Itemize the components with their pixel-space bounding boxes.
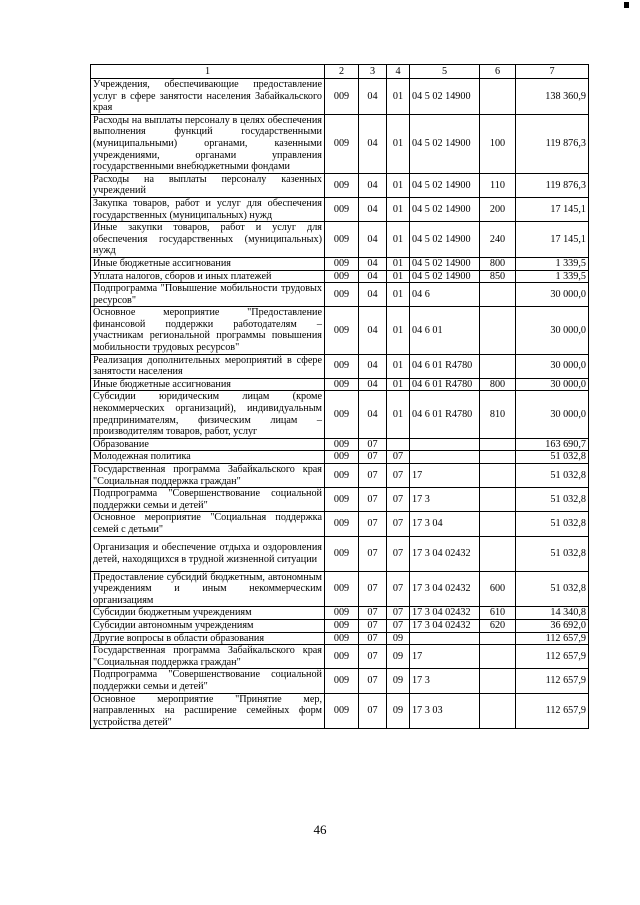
header-col-5: 5 bbox=[410, 65, 480, 79]
header-col-2: 2 bbox=[325, 65, 359, 79]
row-expense-type-cell: 850 bbox=[480, 270, 516, 283]
row-name-cell: Иные бюджетные ассигнования bbox=[91, 378, 325, 391]
row-target-article-cell: 04 5 02 14900 bbox=[410, 173, 480, 197]
row-expense-type-cell: 200 bbox=[480, 197, 516, 221]
row-amount-cell: 30 000,0 bbox=[516, 378, 589, 391]
table-row bbox=[91, 488, 589, 512]
row-name-cell: Учреждения, обеспечивающие предоставление услуг в сфере занятости населения Забайкальского края bbox=[91, 79, 325, 115]
row-expense-type-cell: 610 bbox=[480, 607, 516, 620]
row-section-cell: 07 bbox=[359, 512, 387, 536]
table-row bbox=[91, 257, 589, 270]
row-expense-type-cell: 620 bbox=[480, 619, 516, 632]
row-name-cell: Субсидии юридическим лицам (кроме некоммерческих организаций), индивидуальным предпринимателям, физическим лицам – производителям товаров, работ, услуг bbox=[91, 391, 325, 438]
row-admin-code-cell: 009 bbox=[325, 607, 359, 620]
row-section-cell: 07 bbox=[359, 669, 387, 693]
row-admin-code-cell: 009 bbox=[325, 114, 359, 173]
row-target-article-cell: 04 6 01 R4780 bbox=[410, 391, 480, 438]
table-row bbox=[91, 619, 589, 632]
row-expense-type-cell bbox=[480, 283, 516, 307]
row-subsection-cell: 07 bbox=[387, 607, 410, 620]
row-target-article-cell: 04 5 02 14900 bbox=[410, 114, 480, 173]
row-name-cell: Другие вопросы в области образования bbox=[91, 632, 325, 645]
row-admin-code-cell: 009 bbox=[325, 645, 359, 669]
row-expense-type-cell: 110 bbox=[480, 173, 516, 197]
row-name-cell: Субсидии автономным учреждениям bbox=[91, 619, 325, 632]
row-admin-code-cell: 009 bbox=[325, 307, 359, 354]
row-expense-type-cell bbox=[480, 307, 516, 354]
row-subsection-cell: 09 bbox=[387, 693, 410, 729]
budget-table bbox=[90, 64, 589, 729]
row-expense-type-cell: 810 bbox=[480, 391, 516, 438]
row-amount-cell: 30 000,0 bbox=[516, 354, 589, 378]
row-amount-cell: 138 360,9 bbox=[516, 79, 589, 115]
row-expense-type-cell bbox=[480, 464, 516, 488]
row-target-article-cell: 17 3 04 02432 bbox=[410, 619, 480, 632]
row-target-article-cell: 04 6 01 bbox=[410, 307, 480, 354]
row-name-cell: Государственная программа Забайкальского края "Социальная поддержка граждан" bbox=[91, 464, 325, 488]
row-section-cell: 04 bbox=[359, 378, 387, 391]
row-name-cell: Уплата налогов, сборов и иных платежей bbox=[91, 270, 325, 283]
row-amount-cell: 51 032,8 bbox=[516, 536, 589, 571]
row-admin-code-cell: 009 bbox=[325, 488, 359, 512]
table-row bbox=[91, 607, 589, 620]
header-col-4: 4 bbox=[387, 65, 410, 79]
row-amount-cell: 163 690,7 bbox=[516, 438, 589, 451]
row-admin-code-cell: 009 bbox=[325, 270, 359, 283]
row-amount-cell: 112 657,9 bbox=[516, 632, 589, 645]
row-target-article-cell: 17 bbox=[410, 645, 480, 669]
header-col-3: 3 bbox=[359, 65, 387, 79]
table-row bbox=[91, 451, 589, 464]
row-admin-code-cell: 009 bbox=[325, 512, 359, 536]
row-subsection-cell: 07 bbox=[387, 619, 410, 632]
row-expense-type-cell bbox=[480, 632, 516, 645]
row-admin-code-cell: 009 bbox=[325, 283, 359, 307]
table-row bbox=[91, 464, 589, 488]
row-subsection-cell: 01 bbox=[387, 354, 410, 378]
row-section-cell: 04 bbox=[359, 173, 387, 197]
row-section-cell: 04 bbox=[359, 79, 387, 115]
row-subsection-cell: 01 bbox=[387, 114, 410, 173]
row-target-article-cell bbox=[410, 632, 480, 645]
row-subsection-cell: 01 bbox=[387, 270, 410, 283]
row-admin-code-cell: 009 bbox=[325, 451, 359, 464]
row-subsection-cell: 07 bbox=[387, 451, 410, 464]
table-row bbox=[91, 632, 589, 645]
table-row bbox=[91, 173, 589, 197]
row-subsection-cell: 01 bbox=[387, 391, 410, 438]
row-amount-cell: 30 000,0 bbox=[516, 391, 589, 438]
row-subsection-cell: 01 bbox=[387, 307, 410, 354]
row-name-cell: Подпрограмма "Совершенствование социальной поддержки семьи и детей" bbox=[91, 669, 325, 693]
scan-corner-mark bbox=[624, 2, 629, 8]
row-section-cell: 07 bbox=[359, 607, 387, 620]
row-section-cell: 07 bbox=[359, 536, 387, 571]
row-admin-code-cell: 009 bbox=[325, 354, 359, 378]
row-target-article-cell: 17 bbox=[410, 464, 480, 488]
row-target-article-cell bbox=[410, 438, 480, 451]
row-subsection-cell: 01 bbox=[387, 222, 410, 258]
row-section-cell: 07 bbox=[359, 464, 387, 488]
row-admin-code-cell: 009 bbox=[325, 173, 359, 197]
row-target-article-cell: 17 3 03 bbox=[410, 693, 480, 729]
row-amount-cell: 30 000,0 bbox=[516, 307, 589, 354]
table-row bbox=[91, 354, 589, 378]
row-amount-cell: 36 692,0 bbox=[516, 619, 589, 632]
table-row bbox=[91, 307, 589, 354]
row-admin-code-cell: 009 bbox=[325, 257, 359, 270]
row-name-cell: Основное мероприятие "Социальная поддержка семей с детьми" bbox=[91, 512, 325, 536]
row-target-article-cell: 04 6 01 R4780 bbox=[410, 354, 480, 378]
row-section-cell: 04 bbox=[359, 222, 387, 258]
row-subsection-cell: 01 bbox=[387, 79, 410, 115]
row-expense-type-cell bbox=[480, 693, 516, 729]
table-row bbox=[91, 197, 589, 221]
page-number: 46 bbox=[313, 822, 327, 837]
row-target-article-cell: 04 5 02 14900 bbox=[410, 79, 480, 115]
row-expense-type-cell bbox=[480, 645, 516, 669]
table-row bbox=[91, 270, 589, 283]
row-target-article-cell: 17 3 04 02432 bbox=[410, 607, 480, 620]
row-section-cell: 04 bbox=[359, 197, 387, 221]
row-admin-code-cell: 009 bbox=[325, 464, 359, 488]
table-row bbox=[91, 79, 589, 115]
table-row bbox=[91, 283, 589, 307]
row-amount-cell: 14 340,8 bbox=[516, 607, 589, 620]
row-amount-cell: 119 876,3 bbox=[516, 114, 589, 173]
row-subsection-cell: 09 bbox=[387, 645, 410, 669]
row-section-cell: 07 bbox=[359, 619, 387, 632]
row-section-cell: 04 bbox=[359, 257, 387, 270]
table-row bbox=[91, 378, 589, 391]
table-row bbox=[91, 222, 589, 258]
row-admin-code-cell: 009 bbox=[325, 438, 359, 451]
row-amount-cell: 51 032,8 bbox=[516, 512, 589, 536]
row-amount-cell: 112 657,9 bbox=[516, 669, 589, 693]
row-subsection-cell: 01 bbox=[387, 173, 410, 197]
row-target-article-cell: 04 6 01 R4780 bbox=[410, 378, 480, 391]
row-amount-cell: 112 657,9 bbox=[516, 693, 589, 729]
row-section-cell: 04 bbox=[359, 391, 387, 438]
row-subsection-cell: 09 bbox=[387, 632, 410, 645]
row-name-cell: Образование bbox=[91, 438, 325, 451]
row-expense-type-cell: 100 bbox=[480, 114, 516, 173]
row-subsection-cell: 01 bbox=[387, 283, 410, 307]
row-amount-cell: 51 032,8 bbox=[516, 488, 589, 512]
row-section-cell: 04 bbox=[359, 354, 387, 378]
table-row bbox=[91, 391, 589, 438]
row-amount-cell: 112 657,9 bbox=[516, 645, 589, 669]
row-expense-type-cell: 800 bbox=[480, 378, 516, 391]
row-expense-type-cell: 800 bbox=[480, 257, 516, 270]
table-row bbox=[91, 669, 589, 693]
row-target-article-cell: 17 3 bbox=[410, 488, 480, 512]
row-admin-code-cell: 009 bbox=[325, 391, 359, 438]
row-admin-code-cell: 009 bbox=[325, 197, 359, 221]
table-row bbox=[91, 438, 589, 451]
header-col-7: 7 bbox=[516, 65, 589, 79]
row-admin-code-cell: 009 bbox=[325, 536, 359, 571]
row-section-cell: 04 bbox=[359, 307, 387, 354]
row-target-article-cell: 17 3 04 02432 bbox=[410, 536, 480, 571]
table-row bbox=[91, 536, 589, 571]
row-section-cell: 07 bbox=[359, 451, 387, 464]
row-expense-type-cell bbox=[480, 512, 516, 536]
row-name-cell: Расходы на выплаты персоналу в целях обеспечения выполнения функций государственными (муниципальными) органами, казенными учреждениями, органами управления государственными внебюджетными фондами bbox=[91, 114, 325, 173]
row-target-article-cell: 17 3 04 bbox=[410, 512, 480, 536]
row-target-article-cell: 17 3 04 02432 bbox=[410, 571, 480, 607]
row-admin-code-cell: 009 bbox=[325, 619, 359, 632]
row-subsection-cell: 01 bbox=[387, 257, 410, 270]
row-amount-cell: 17 145,1 bbox=[516, 197, 589, 221]
row-admin-code-cell: 009 bbox=[325, 632, 359, 645]
row-name-cell: Иные закупки товаров, работ и услуг для обеспечения государственных (муниципальных) нужд bbox=[91, 222, 325, 258]
row-subsection-cell: 09 bbox=[387, 669, 410, 693]
row-target-article-cell: 04 5 02 14900 bbox=[410, 197, 480, 221]
table-body bbox=[91, 79, 589, 729]
row-name-cell: Предоставление субсидий бюджетным, автономным учреждениям и иным некоммерческим организациям bbox=[91, 571, 325, 607]
row-subsection-cell: 07 bbox=[387, 464, 410, 488]
row-target-article-cell: 17 3 bbox=[410, 669, 480, 693]
row-section-cell: 04 bbox=[359, 270, 387, 283]
row-section-cell: 04 bbox=[359, 114, 387, 173]
row-admin-code-cell: 009 bbox=[325, 222, 359, 258]
table-row bbox=[91, 571, 589, 607]
row-section-cell: 07 bbox=[359, 571, 387, 607]
row-subsection-cell: 07 bbox=[387, 536, 410, 571]
row-name-cell: Организация и обеспечение отдыха и оздоровления детей, находящихся в трудной жизненной ситуации bbox=[91, 536, 325, 571]
row-amount-cell: 30 000,0 bbox=[516, 283, 589, 307]
row-target-article-cell: 04 5 02 14900 bbox=[410, 270, 480, 283]
row-amount-cell: 51 032,8 bbox=[516, 451, 589, 464]
row-section-cell: 07 bbox=[359, 645, 387, 669]
row-name-cell: Иные бюджетные ассигнования bbox=[91, 257, 325, 270]
row-admin-code-cell: 009 bbox=[325, 693, 359, 729]
row-name-cell: Реализация дополнительных мероприятий в сфере занятости населения bbox=[91, 354, 325, 378]
row-admin-code-cell: 009 bbox=[325, 79, 359, 115]
row-target-article-cell: 04 5 02 14900 bbox=[410, 257, 480, 270]
row-expense-type-cell bbox=[480, 438, 516, 451]
row-name-cell: Расходы на выплаты персоналу казенных учреждений bbox=[91, 173, 325, 197]
row-amount-cell: 51 032,8 bbox=[516, 464, 589, 488]
row-expense-type-cell bbox=[480, 536, 516, 571]
table-header-row bbox=[91, 65, 589, 79]
row-expense-type-cell bbox=[480, 354, 516, 378]
row-subsection-cell: 07 bbox=[387, 488, 410, 512]
row-section-cell: 07 bbox=[359, 488, 387, 512]
row-amount-cell: 119 876,3 bbox=[516, 173, 589, 197]
row-name-cell: Подпрограмма "Совершенствование социальной поддержки семьи и детей" bbox=[91, 488, 325, 512]
row-section-cell: 07 bbox=[359, 632, 387, 645]
row-subsection-cell bbox=[387, 438, 410, 451]
row-subsection-cell: 01 bbox=[387, 378, 410, 391]
row-subsection-cell: 07 bbox=[387, 512, 410, 536]
row-target-article-cell: 04 5 02 14900 bbox=[410, 222, 480, 258]
row-section-cell: 07 bbox=[359, 438, 387, 451]
row-amount-cell: 1 339,5 bbox=[516, 257, 589, 270]
row-name-cell: Основное мероприятие "Предоставление финансовой поддержки работодателям – участникам региональной программы повышения мобильности трудовых ресурсов" bbox=[91, 307, 325, 354]
header-col-6: 6 bbox=[480, 65, 516, 79]
table-row bbox=[91, 114, 589, 173]
row-amount-cell: 51 032,8 bbox=[516, 571, 589, 607]
row-target-article-cell bbox=[410, 451, 480, 464]
header-col-1: 1 bbox=[91, 65, 325, 79]
row-admin-code-cell: 009 bbox=[325, 669, 359, 693]
row-expense-type-cell bbox=[480, 488, 516, 512]
row-expense-type-cell bbox=[480, 451, 516, 464]
table-row bbox=[91, 645, 589, 669]
row-name-cell: Основное мероприятие "Принятие мер, направленных на расширение семейных форм устройства детей" bbox=[91, 693, 325, 729]
row-admin-code-cell: 009 bbox=[325, 571, 359, 607]
row-name-cell: Субсидии бюджетным учреждениям bbox=[91, 607, 325, 620]
row-expense-type-cell bbox=[480, 79, 516, 115]
row-name-cell: Подпрограмма "Повышение мобильности трудовых ресурсов" bbox=[91, 283, 325, 307]
row-name-cell: Закупка товаров, работ и услуг для обеспечения государственных (муниципальных) нужд bbox=[91, 197, 325, 221]
row-amount-cell: 17 145,1 bbox=[516, 222, 589, 258]
row-expense-type-cell: 240 bbox=[480, 222, 516, 258]
row-subsection-cell: 07 bbox=[387, 571, 410, 607]
table-row bbox=[91, 693, 589, 729]
row-section-cell: 07 bbox=[359, 693, 387, 729]
row-amount-cell: 1 339,5 bbox=[516, 270, 589, 283]
row-name-cell: Молодежная политика bbox=[91, 451, 325, 464]
row-section-cell: 04 bbox=[359, 283, 387, 307]
row-expense-type-cell bbox=[480, 669, 516, 693]
row-expense-type-cell: 600 bbox=[480, 571, 516, 607]
row-target-article-cell: 04 6 bbox=[410, 283, 480, 307]
table-row bbox=[91, 512, 589, 536]
row-admin-code-cell: 009 bbox=[325, 378, 359, 391]
row-subsection-cell: 01 bbox=[387, 197, 410, 221]
row-name-cell: Государственная программа Забайкальского края "Социальная поддержка граждан" bbox=[91, 645, 325, 669]
